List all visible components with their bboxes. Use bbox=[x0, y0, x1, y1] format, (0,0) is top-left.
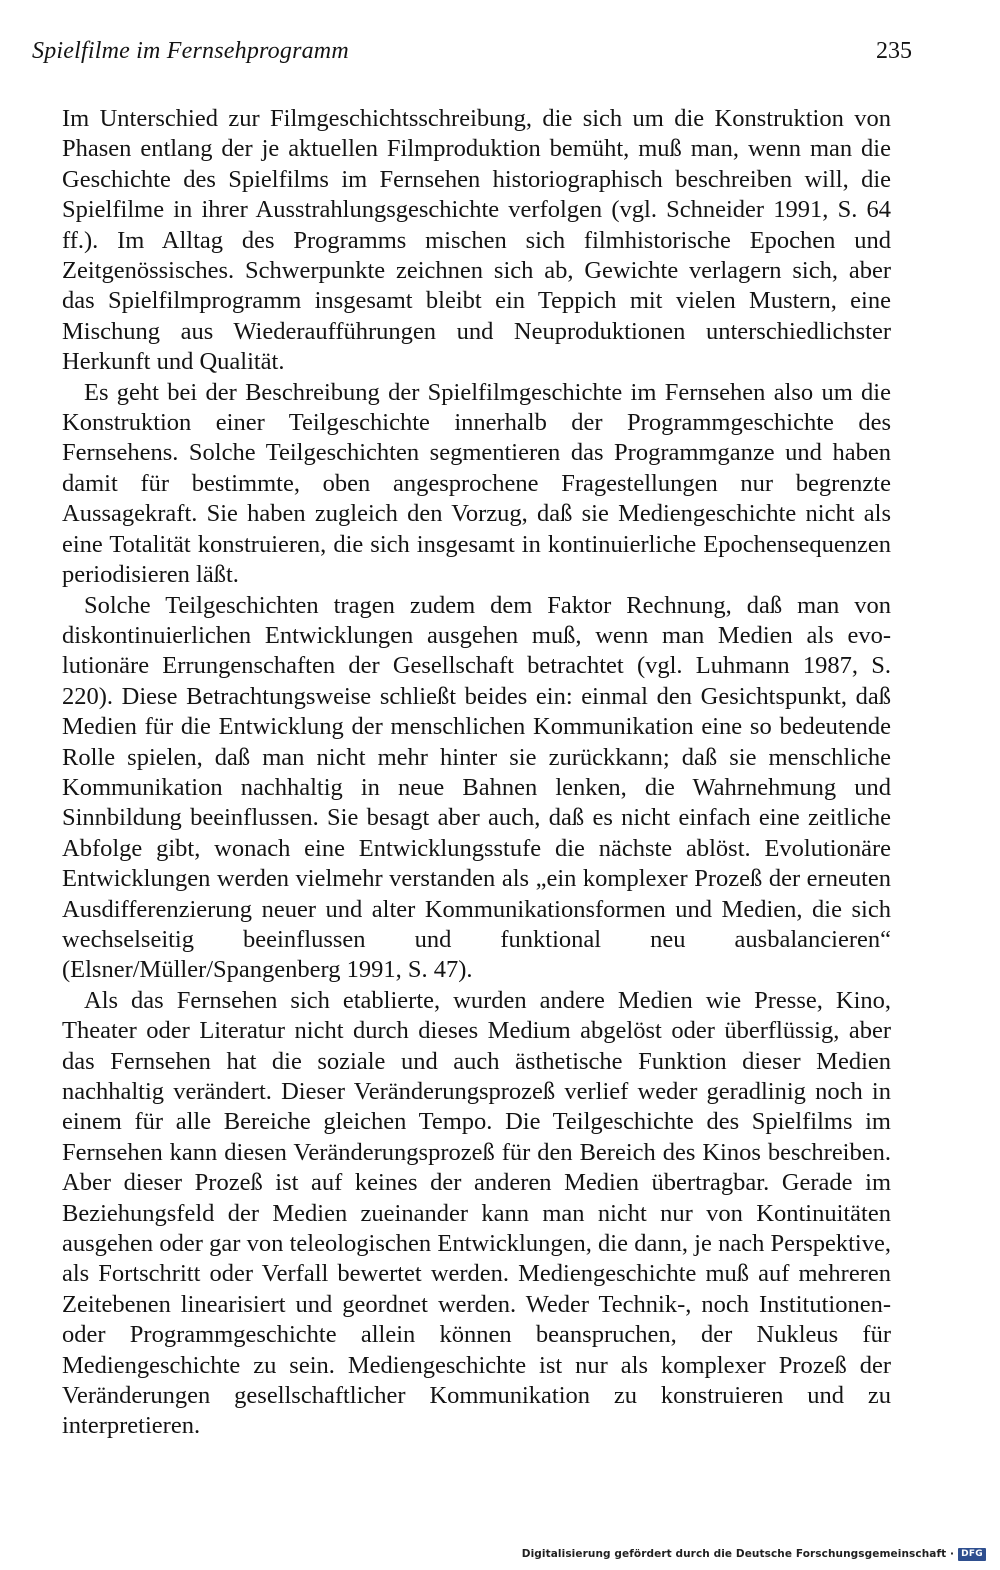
dfg-logo-icon: DFG bbox=[958, 1548, 986, 1561]
paragraph-1: Im Unterschied zur Filmgeschichtsschreibung, die sich um die Konstruktion von Phasen entlang der je aktuellen Filmproduktion bemüht, muß man, wenn man die Geschichte des Spielfilms im Fernsehen historiographisch beschreiben will, die Spielfilme in ihrer Ausstrahlungsgeschichte verfolgen (vgl. Schneider 1991, S. 64 ff.). Im Alltag des Programms mischen sich filmhistorische Epochen und Zeitgenössisches. Schwerpunkte zeichnen sich ab, Gewichte verlagern sich, aber das Spielfilmprogramm insgesamt bleibt ein Teppich mit vielen Mustern, eine Mischung aus Wiederaufführungen und Neuproduktionen unterschiedlichster Herkunft und Qualität. bbox=[62, 105, 891, 376]
running-head bbox=[32, 36, 912, 72]
page-number: 235 bbox=[876, 38, 912, 64]
running-head-title: Spielfilme im Fernsehprogramm bbox=[32, 38, 349, 64]
paragraph-4: Als das Fernsehen sich etablierte, wurden andere Medien wie Presse, Kino, Theater oder Literatur nicht durch dieses Medium abgelöst oder überflüssig, aber das Fernsehen hat die soziale und auch ästhetische Funktion dieser Medien nachhaltig verändert. Dieser Veränderungsprozeß verlief weder geradlinig noch in einem für alle Bereiche gleichen Tempo. Die Teilgeschichte des Spielfilms im Fernsehen kann diesen Veränderungsprozeß für den Bereich des Kinos beschreiben. Aber dieser Prozeß ist auf keines der anderen Medien übertragbar. Gerade im Beziehungsfeld der Medien zueinander kann man nicht nur von Kontinuitäten ausgehen oder gar von teleologischen Entwicklungen, die dann, je nach Perspektive, als Fortschritt oder Verfall bewertet werden. Mediengeschichte muß auf mehreren Zeitebenen linearisiert und geordnet werden. Weder Technik-, noch Institutionen- oder Programmgeschichte allein können beanspruchen, der Nukleus für Mediengeschichte zu sein. Mediengeschichte ist nur als komplexer Prozeß der Veränderungen gesellschaftlicher Kommunikation zu konstruieren und zu interpretieren. bbox=[62, 986, 891, 1440]
paragraph-2: Es geht bei der Beschreibung der Spielfilmgeschichte im Fernsehen also um die Konstruktion einer Teilgeschichte innerhalb der Programmgeschichte des Fernsehens. Solche Teilgeschichten segmentieren das Programmganze und haben damit für bestimmte, oben angesprochene Fragestellungen nur begrenzte Aussagekraft. Sie haben zugleich den Vorzug, daß sie Mediengeschichte nicht als eine Totalität konstruieren, die sich insgesamt in kontinuierliche Epochensequenzen periodisieren läßt. bbox=[62, 378, 891, 589]
digitization-footer bbox=[522, 1544, 986, 1564]
paragraph-3: Solche Teilgeschichten tragen zudem dem Faktor Rechnung, daß man von diskontinuierlichen Entwicklungen ausgehen muß, wenn man Medien als evolutionäre Errungenschaften der Gesellschaft betrachtet (vgl. Luhmann 1987, S. 220). Diese Betrachtungsweise schließt beides ein: einmal den Gesichtspunkt, daß Medien für die Entwicklung der menschlichen Kommunikation eine so bedeutende Rolle spielen, daß man nicht mehr hinter sie zurückkann; daß sie menschliche Kommunikation nachhaltig in neue Bahnen lenken, die Wahrnehmung und Sinnbildung beeinflussen. Sie besagt aber auch, daß es nicht einfach eine zeitliche Abfolge gibt, wonach eine Entwicklungsstufe die nächste ablöst. Evolutionäre Entwicklungen werden vielmehr verstanden als „ein komplexer Prozeß der erneuten Ausdifferenzierung neuer und alter Kommunikationsformen und Medien, die sich wechselseitig beeinflussen und funktional neu ausbalancieren“ (Elsner/Müller/Spangenberg 1991, S. 47). bbox=[62, 591, 891, 984]
footer-credit-text: Digitalisierung gefördert durch die Deutsche Forschungsgemeinschaft · bbox=[521, 1548, 955, 1560]
body-text bbox=[62, 104, 891, 1442]
